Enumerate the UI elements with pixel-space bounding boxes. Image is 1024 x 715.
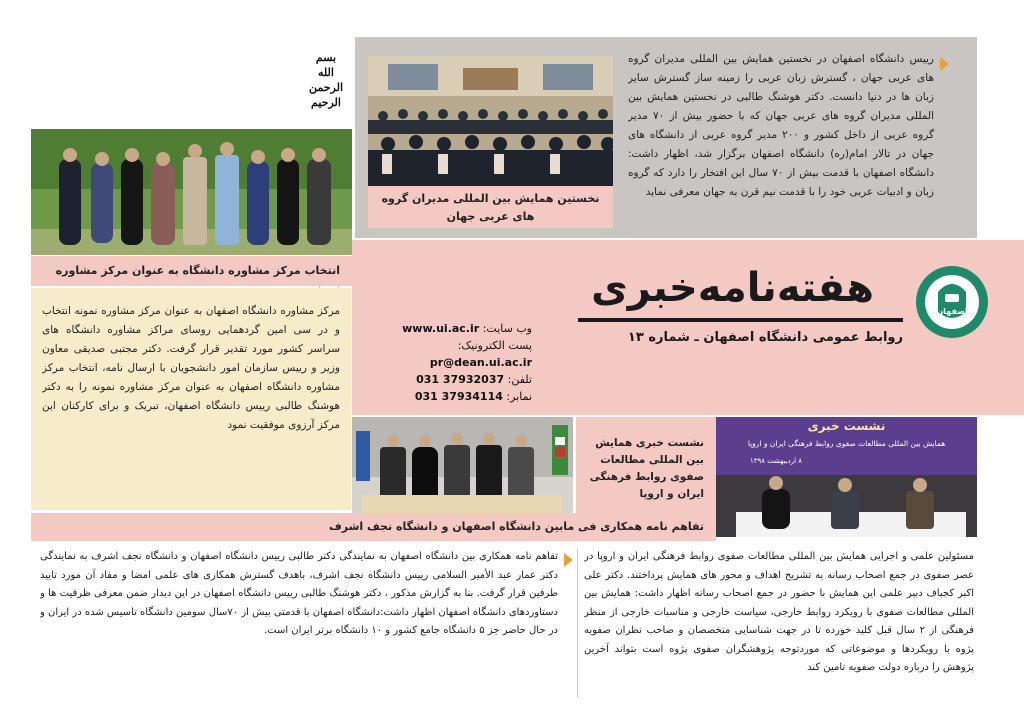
university-emblem-icon — [912, 262, 992, 342]
press-meeting-photo — [716, 417, 977, 537]
contact-block — [362, 320, 532, 403]
banner-date: ۸ اردیبهشت ۱۳۹۸ — [749, 457, 803, 465]
counseling-body: مرکز مشاوره دانشگاه اصفهان به عنوان مرکز مشاوره نمونه انتخاب و در سی امین گردهمایی روسای مراکز مشاوره دانشگاه های سراسر کشور مورد تقدیر قرار گرفت. دکتر مجتبی صدیقی معاون وزیر و رییس سازمان امور دانشجویان با ارسال نامه، انتخاب مرکز مشاوره دانشگاه اصفهان به عنوان مرکز مشاوره نمونه را به دکتر هوشنگ طالبی رییس دانشگاه اصفهان، تبریک و برای کارکنان این مرکز آرزوی موفقیت نمود — [42, 305, 340, 431]
banner-title: نشست خبری — [807, 419, 886, 433]
press-body: مسئولین علمی و اجرایی همایش بین المللی مطالعات صفوی روابط فرهنگی ایران و اروپا در عصر صفوی در جمع اصحاب رسانه به تشریح اهداف و محور های همایش پرداختند. دکتر علی اکبر کجباف دبیر علمی این همایش با حضور در جمع اصحاب رسانه اظهار داشت: همایش بین المللی مطالعات صفوی با رویکرد روابط خارجی، سیاست خارجی و مناسبات خارجی از منظر فرهنگی از ۲ سال قبل کلید خورده تا در جهت شناسایی متخصصان و صاحب نظران صفویه پژوه با رویکردها و موضوعاتی که موردتوجه پژوهشگران صفوی پژوه است بتواند آخرین پژوهش را درباره دولت صفویه تامین کند — [584, 551, 974, 673]
conference-caption-box — [368, 186, 613, 228]
emblem-text: اصفهان — [936, 307, 968, 316]
press-arrow-icon — [564, 553, 573, 567]
fax-number: 031 37934114 — [414, 390, 503, 403]
contact-website-row: وب سایت: www.ui.ac.ir — [402, 322, 532, 335]
conference-caption: نخستین همایش بین المللی مدیران گروه های عربی جهان — [381, 192, 600, 223]
banner-subtitle: همایش بین المللی مطالعات صفوی روابط فرهنگی ایران و اروپا — [747, 439, 946, 448]
najaf-caption: تفاهم نامه همکاری فی مابین دانشگاه اصفهان و دانشگاه نجف اشرف — [328, 520, 704, 533]
press-caption: نشست خبری همایش بین المللی مطالعات صفوی روابط فرهنگی ایران و اروپا — [589, 437, 704, 500]
masthead-subtitle: روابط عمومی دانشگاه اصفهان ـ شماره ۱۳ — [627, 330, 903, 345]
bismillah-calligraphy-logo: بسم الله الرحمن الرحیم — [308, 51, 343, 109]
najaf-caption-box — [31, 513, 716, 541]
contact-fax-row: نمابر: 031 37934114 — [414, 390, 532, 403]
press-caption-box — [576, 417, 716, 513]
conference-arrow-icon — [940, 57, 949, 71]
counseling-caption: انتخاب مرکز مشاوره دانشگاه به عنوان مرکز مشاوره — [55, 264, 340, 277]
masthead-rule — [578, 318, 903, 322]
contact-phone-row: تلفن: 031 37932037 — [416, 373, 532, 386]
website-link[interactable]: www.ui.ac.ir — [402, 322, 480, 335]
conference-body: رییس دانشگاه اصفهان در نخستین همایش بین المللی مدیران گروه های عربی جهان ، گسترش زبان عربی را زمینه ساز گسترش سایر زبان ها در دنیا دانست. دکتر هوشنگ طالبی در نخستین همایش بین المللی مدیران گروه های عربی جهان که با حضور بیش از ۷۰ مدیر گروه عربی از داخل کشور و ۲۰۰ مدیر گروه عربی از دانشگاه های جهان در تالار امام(ره) دانشگاه اصفهان برگزار شد، اظهار داشت: دانشگاه اصفهان با قدمت بیش از ۷۰ سال این افتخار را دارد که گروه زبان و ادبیات عربی خود را با قدمت نیم قرن به جهان معرفی نماید — [628, 53, 934, 198]
counseling-staff-photo — [31, 129, 352, 255]
contact-email-row: پست الکترونیک: pr@dean.ui.ac.ir — [429, 339, 532, 369]
counseling-caption-box — [31, 256, 352, 286]
phone-number: 031 37932037 — [416, 373, 505, 386]
masthead-title: هفته‌نامه‌خبری — [591, 265, 874, 311]
column-divider — [577, 548, 578, 698]
najaf-body: تفاهم نامه همکاری بین دانشگاه اصفهان به نمایندگی دکتر طالبی رییس دانشگاه اصفهان و دانشگاه نجف اشرف به نمایندگی دکتر عمار عبد الأمیر السلامی رییس دانشگاه نجف اشرف، باهدف گسترش همکاری های علمی امضا و مفاد آن مورد تایید طرفین قرار گرفت. بنا به گزارش مذکور ، دکتر هوشنگ طالبی رییس دانشگاه اصفهان در این دیدار ضمن معرفی ظرفیت ها و دستاوردهای دانشگاه اصفهان اظهار داشت:دانشگاه اصفهان با قدمتی بیش از ۷۰سال سومین دانشگاه تاسیس شده در ایران و در حال حاضر جز ۵ دانشگاه جامع کشور و ۱۰ دانشگاه برتر ایران است. — [40, 551, 558, 636]
email-link[interactable]: pr@dean.ui.ac.ir — [429, 356, 532, 369]
najaf-signing-photo — [352, 417, 573, 513]
masthead-right-band — [990, 240, 1024, 415]
conference-hall-photo — [368, 56, 613, 186]
